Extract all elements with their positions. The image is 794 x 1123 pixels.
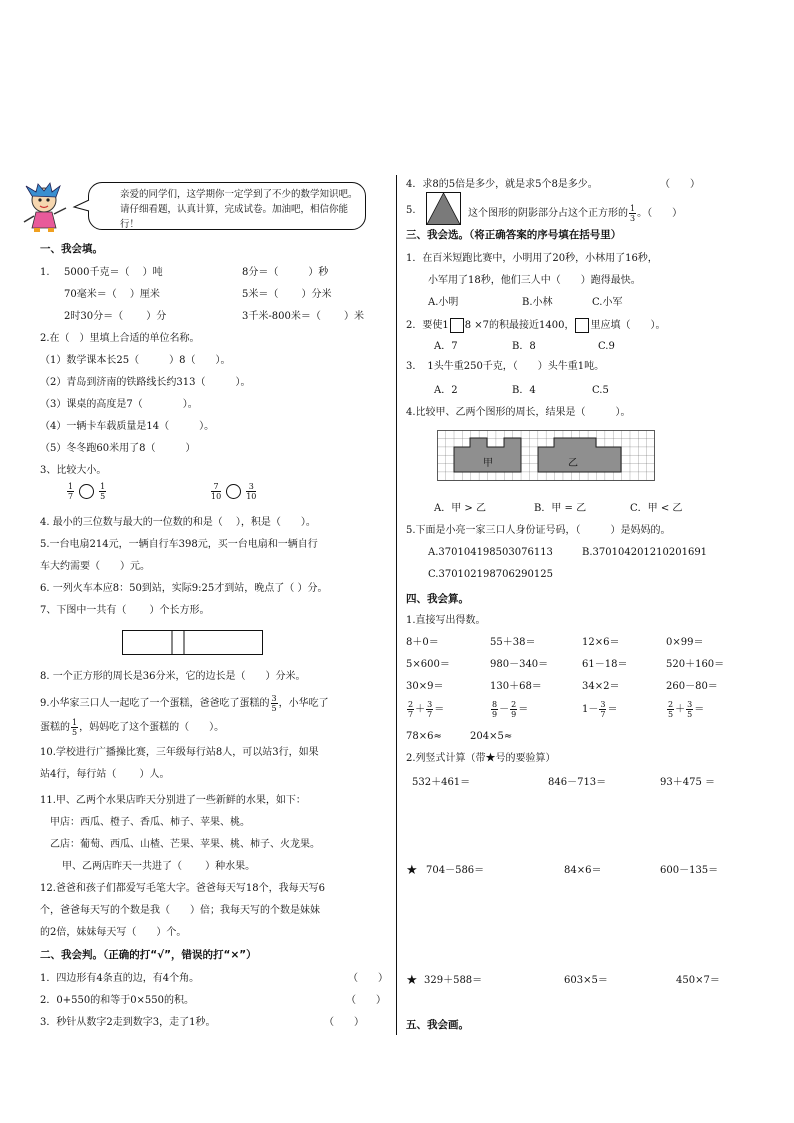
q1-c: 70毫米＝（ ）厘米 bbox=[64, 289, 160, 300]
section-4-title: 四、我会算。 bbox=[406, 593, 469, 605]
oral-calc: 34×2＝ bbox=[582, 681, 620, 692]
q10-line-1: 10.学校进行广播操比赛，三年级每行站8人，可以站3行，如果 bbox=[40, 747, 319, 758]
oral-calc: 55＋38＝ bbox=[490, 637, 536, 648]
q5-line-2: 车大约需要（ ）元。 bbox=[40, 561, 150, 572]
blank-box[interactable] bbox=[450, 318, 464, 333]
judge-5-number: 5. bbox=[406, 205, 416, 216]
choice-1-option-a: A.小明 bbox=[428, 297, 459, 308]
rectangles-figure bbox=[122, 630, 264, 656]
vertical-calc: 603×5＝ bbox=[564, 975, 608, 986]
section-2-title: 二、我会判。（正确的打“√”，错误的打“×”） bbox=[40, 949, 257, 961]
judge-3-mark: （ ） bbox=[324, 1017, 364, 1028]
q11-line-4: 甲、乙两店昨天一共进了（ ）种水果。 bbox=[62, 861, 256, 872]
oral-calc: 260－80＝ bbox=[666, 681, 718, 692]
choice-4: 4.比较甲、乙两个图形的周长，结果是（ ）。 bbox=[406, 407, 631, 418]
q9-line-1: 9.小华家三口人一起吃了一个蛋糕，爸爸吃了蛋糕的 $\frac{3}{5}$ ，小华吃了 bbox=[40, 694, 329, 713]
oral-calc: 130＋68＝ bbox=[490, 681, 542, 692]
q2-item-3: （3）课桌的高度是7（ ）。 bbox=[40, 399, 198, 410]
column-divider bbox=[396, 175, 397, 1035]
vertical-calc-title: 2.列竖式计算（带★号的要验算） bbox=[406, 753, 556, 764]
vertical-calc: 329＋588＝ bbox=[424, 975, 483, 986]
choice-5-option-a: A.370104198503076113 bbox=[428, 547, 553, 558]
q1-a: 5000千克＝（ ）吨 bbox=[64, 267, 163, 278]
choice-4-option-b: B．甲 = 乙 bbox=[534, 503, 587, 514]
vertical-calc: 84×6＝ bbox=[564, 865, 602, 876]
choice-2-option-a: A．7 bbox=[434, 341, 458, 352]
oral-calc: 0×99＝ bbox=[666, 637, 704, 648]
q1-number: 1. bbox=[40, 267, 50, 278]
choice-4-option-a: A．甲 > 乙 bbox=[434, 503, 486, 514]
vertical-calc: 704－586＝ bbox=[426, 865, 485, 876]
figure-label-a: 甲 bbox=[483, 458, 493, 469]
choice-3-option-b: B．4 bbox=[512, 385, 536, 396]
estimate-calc: 204×5≈ bbox=[470, 731, 513, 742]
choice-1-option-b: B.小林 bbox=[522, 297, 553, 308]
q8: 8. 一个正方形的周长是36分米，它的边长是（ ）分米。 bbox=[40, 671, 306, 682]
q2-item-4: （4）一辆卡车载质量是14（ ）。 bbox=[40, 421, 215, 432]
q2: 2.在（ ）里填上合适的单位名称。 bbox=[40, 333, 200, 344]
q6: 6. 一列火车本应8：50到站，实际9:25才到站，晚点了（ ）分。 bbox=[40, 583, 328, 594]
oral-calc-fraction-2: $\frac{8}{9}$ － $\frac{2}{9}$ ＝ bbox=[492, 700, 529, 719]
q1-e: 2时30分＝（ ）分 bbox=[64, 311, 167, 322]
compare-2: $\frac{7}{10}$ $\frac{3}{10}$ bbox=[211, 482, 257, 501]
vertical-calc: 532＋461＝ bbox=[412, 777, 471, 788]
vertical-calc: 93＋475 ＝ bbox=[660, 777, 715, 788]
judge-4: 4．求8的5倍是多少，就是求5个8是多少。 bbox=[406, 179, 598, 190]
choice-1-line-2: 小军用了18秒，他们三人中（ ）跑得最快。 bbox=[428, 275, 641, 286]
q12-line-2: 个，爸爸每天写的个数是我（ ）倍；我每天写的个数是妹妹 bbox=[40, 905, 320, 916]
oral-calc: 12×6＝ bbox=[582, 637, 620, 648]
oral-calc: 61－18＝ bbox=[582, 659, 628, 670]
choice-5-option-b: B.370104201210201691 bbox=[582, 547, 708, 558]
q10-line-2: 站4行，每行站（ ）人。 bbox=[40, 769, 170, 780]
choice-5: 5.下面是小亮一家三口人身份证号码，（ ）是妈妈的。 bbox=[406, 525, 671, 536]
q5-line-1: 5.一台电扇214元，一辆自行车398元，买一台电扇和一辆自行 bbox=[40, 539, 318, 550]
oral-calc: 30×9＝ bbox=[406, 681, 444, 692]
star-icon: ★ bbox=[406, 863, 418, 878]
oral-calc: 8＋0＝ bbox=[406, 637, 439, 648]
oral-calc-title: 1.直接写出得数。 bbox=[406, 615, 486, 626]
q1-b: 8分＝（ ）秒 bbox=[242, 267, 329, 278]
q1-d: 5米＝（ ）分米 bbox=[242, 289, 332, 300]
compare-1: $\frac{1}{7}$ $\frac{1}{5}$ bbox=[68, 482, 106, 501]
q12-line-1: 12.爸爸和孩子们都爱写毛笔大字。爸爸每天写18个，我每天写6 bbox=[40, 883, 325, 894]
q3: 3、比较大小。 bbox=[40, 465, 107, 476]
choice-3: 3． 1头牛重250千克，（ ）头牛重1吨。 bbox=[406, 361, 605, 372]
choice-3-option-c: C.5 bbox=[592, 385, 609, 396]
section-5-title: 五、我会画。 bbox=[406, 1019, 469, 1031]
q2-item-2: （2）青岛到济南的铁路线长约313（ ）。 bbox=[40, 377, 251, 388]
choice-5-option-c: C.370102198706290125 bbox=[428, 569, 553, 580]
q11-line-2: 甲店：西瓜、橙子、香瓜、柿子、苹果、桃。 bbox=[50, 817, 250, 828]
q9-line-2: 蛋糕的 $\frac{1}{5}$ ，妈妈吃了这个蛋糕的（ ）。 bbox=[40, 718, 225, 737]
triangle-in-square-figure bbox=[426, 192, 462, 226]
judge-1-mark: （ ） bbox=[348, 973, 388, 984]
oral-calc-fraction-1: $\frac{2}{7}$ ＋ $\frac{3}{7}$ ＝ bbox=[408, 700, 445, 719]
star-icon: ★ bbox=[406, 973, 418, 988]
q1-f: 3千米-800米＝（ ）米 bbox=[242, 311, 365, 322]
oral-calc: 980－340＝ bbox=[490, 659, 549, 670]
oral-calc-fraction-4: $\frac{2}{5}$ ＋ $\frac{3}{5}$ ＝ bbox=[668, 700, 705, 719]
figure-label-b: 乙 bbox=[568, 458, 578, 469]
judge-5-text: 这个图形的阴影部分占这个正方形的 $\frac{1}{3}$ 。（ ） bbox=[468, 204, 683, 223]
section-1-title: 一、我会填。 bbox=[40, 243, 103, 255]
vertical-calc: 846－713＝ bbox=[548, 777, 607, 788]
choice-4-option-c: C．甲 < 乙 bbox=[630, 503, 683, 514]
choice-1-option-c: C.小军 bbox=[592, 297, 623, 308]
choice-2-option-b: B．8 bbox=[512, 341, 536, 352]
estimate-calc: 78×6≈ bbox=[406, 731, 442, 742]
judge-2: 2．0+550的和等于0×550的积。 bbox=[40, 995, 195, 1006]
judge-1: 1．四边形有4条直的边，有4个角。 bbox=[40, 973, 200, 984]
q11-line-1: 11.甲、乙两个水果店昨天分别进了一些新鲜的水果，如下： bbox=[40, 795, 306, 806]
q2-item-5: （5）冬冬跑60米用了8（ ） bbox=[40, 443, 196, 454]
perimeter-grid-figure bbox=[437, 430, 655, 486]
q4: 4. 最小的三位数与最大的一位数的和是（ ），积是（ ）。 bbox=[40, 517, 316, 528]
choice-2: 2．要使1 8 ×7的积最接近1400， 里应填（ ）。 bbox=[406, 320, 666, 331]
oral-calc: 5×600＝ bbox=[406, 659, 450, 670]
intro-text: 亲爱的同学们，这学期你一定学到了不少的数学知识吧。请仔细看题，认真计算，完成试卷。加油吧，相信你能行！ bbox=[120, 189, 358, 230]
compare-circle[interactable] bbox=[226, 484, 241, 499]
q7: 7、下图中一共有（ ）个长方形。 bbox=[40, 605, 210, 616]
choice-3-option-a: A．2 bbox=[434, 385, 458, 396]
q11-line-3: 乙店：葡萄、西瓜、山楂、芒果、苹果、桃、柿子、火龙果。 bbox=[50, 839, 320, 850]
judge-4-mark: （ ） bbox=[660, 179, 700, 190]
choice-1-line-1: 1．在百米短跑比赛中，小明用了20秒，小林用了16秒， bbox=[406, 253, 658, 264]
section-3-title: 三、我会选。（将正确答案的序号填在括号里） bbox=[406, 229, 622, 241]
judge-3: 3．秒针从数字2走到数字3，走了1秒。 bbox=[40, 1017, 216, 1028]
q12-line-3: 的2倍，妹妹每天写（ ）个。 bbox=[40, 927, 187, 938]
oral-calc-fraction-3: 1－ $\frac{3}{7}$ ＝ bbox=[582, 700, 618, 719]
judge-2-mark: （ ） bbox=[346, 995, 386, 1006]
vertical-calc: 450×7＝ bbox=[676, 975, 720, 986]
q2-item-1: （1）数学课本长25（ ）8（ ）。 bbox=[40, 355, 231, 366]
compare-circle[interactable] bbox=[79, 484, 94, 499]
blank-box[interactable] bbox=[575, 318, 589, 333]
oral-calc: 520＋160＝ bbox=[666, 659, 725, 670]
choice-2-option-c: C.9 bbox=[598, 341, 615, 352]
vertical-calc: 600－135＝ bbox=[660, 865, 719, 876]
bubble-tail bbox=[72, 198, 92, 214]
